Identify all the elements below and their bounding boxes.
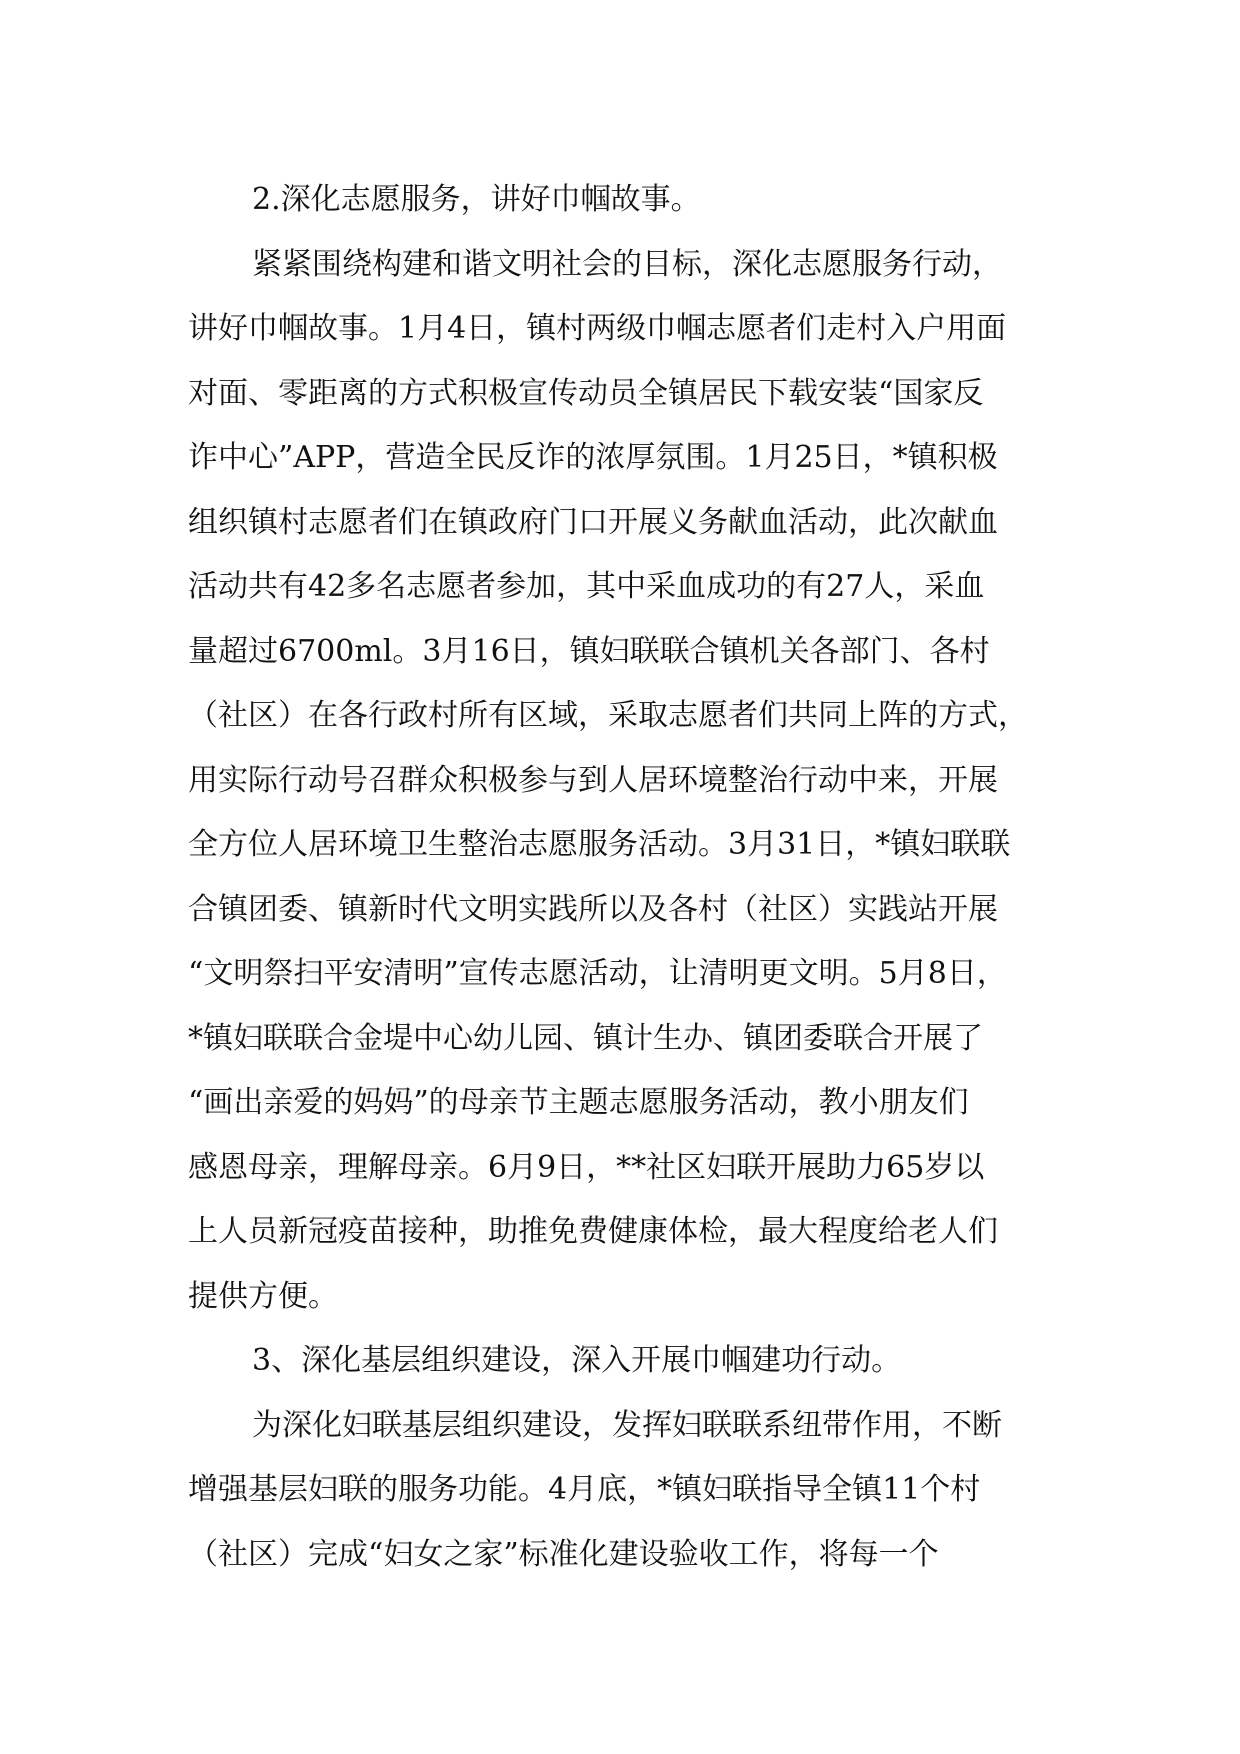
section-heading-2: 2.深化志愿服务，讲好巾帼故事。 [252,182,701,217]
paragraph-line: 量超过6700ml。3月16日，镇妇联联合镇机关各部门、各村 [188,633,990,669]
paragraph-line: 合镇团委、镇新时代文明实践所以及各村（社区）实践站开展 [188,891,998,927]
paragraph-line: 诈中心”APP，营造全民反诈的浓厚氛围。1月25日，*镇积极 [188,440,998,475]
paragraph-line: 紧紧围绕构建和谐文明社会的目标，深化志愿服务行动， [252,246,1002,282]
paragraph-line: *镇妇联联合金堤中心幼儿园、镇计生办、镇团委联合开展了 [188,1020,983,1056]
paragraph-line: “画出亲爱的妈妈”的母亲节主题志愿服务活动，教小朋友们 [188,1085,969,1120]
paragraph-line: 上人员新冠疫苗接种，助推免费健康体检，最大程度给老人们 [188,1214,998,1249]
paragraph-line: 全方位人居环境卫生整治志愿服务活动。3月31日，*镇妇联联 [188,827,1011,862]
paragraph-line: 讲好巾帼故事。1月4日，镇村两级巾帼志愿者们走村入户用面 [188,311,1007,346]
body-text [188,168,1058,1587]
paragraph-line: 用实际行动号召群众积极参与到人居环境整治行动中来，开展 [188,762,998,798]
paragraph-line: 增强基层妇联的服务功能。4月底，*镇妇联指导全镇11个村 [188,1472,981,1507]
paragraph-line: （社区）完成“妇女之家”标准化建设验收工作，将每一个 [188,1536,939,1572]
paragraph-line: “文明祭扫平安清明”宣传志愿活动，让清明更文明。5月8日， [188,956,1007,991]
section-heading-3: 3、深化基层组织建设，深入开展巾帼建功行动。 [252,1343,902,1378]
paragraph-line: 感恩母亲，理解母亲。6月9日，**社区妇联开展助力65岁以 [188,1149,985,1185]
paragraph-line: 活动共有42多名志愿者参加，其中采血成功的有27人，采血 [188,569,985,604]
paragraph-line: 对面、零距离的方式积极宣传动员全镇居民下载安装“国家反 [188,375,984,411]
paragraph-line: 提供方便。 [188,1278,338,1314]
paragraph-line: 为深化妇联基层组织建设，发挥妇联联系纽带作用，不断 [252,1407,1002,1443]
paragraph-line: 组织镇村志愿者们在镇政府门口开展义务献血活动，此次献血 [188,504,998,540]
paragraph-line: （社区）在各行政村所有区域，采取志愿者们共同上阵的方式， [188,698,1028,733]
